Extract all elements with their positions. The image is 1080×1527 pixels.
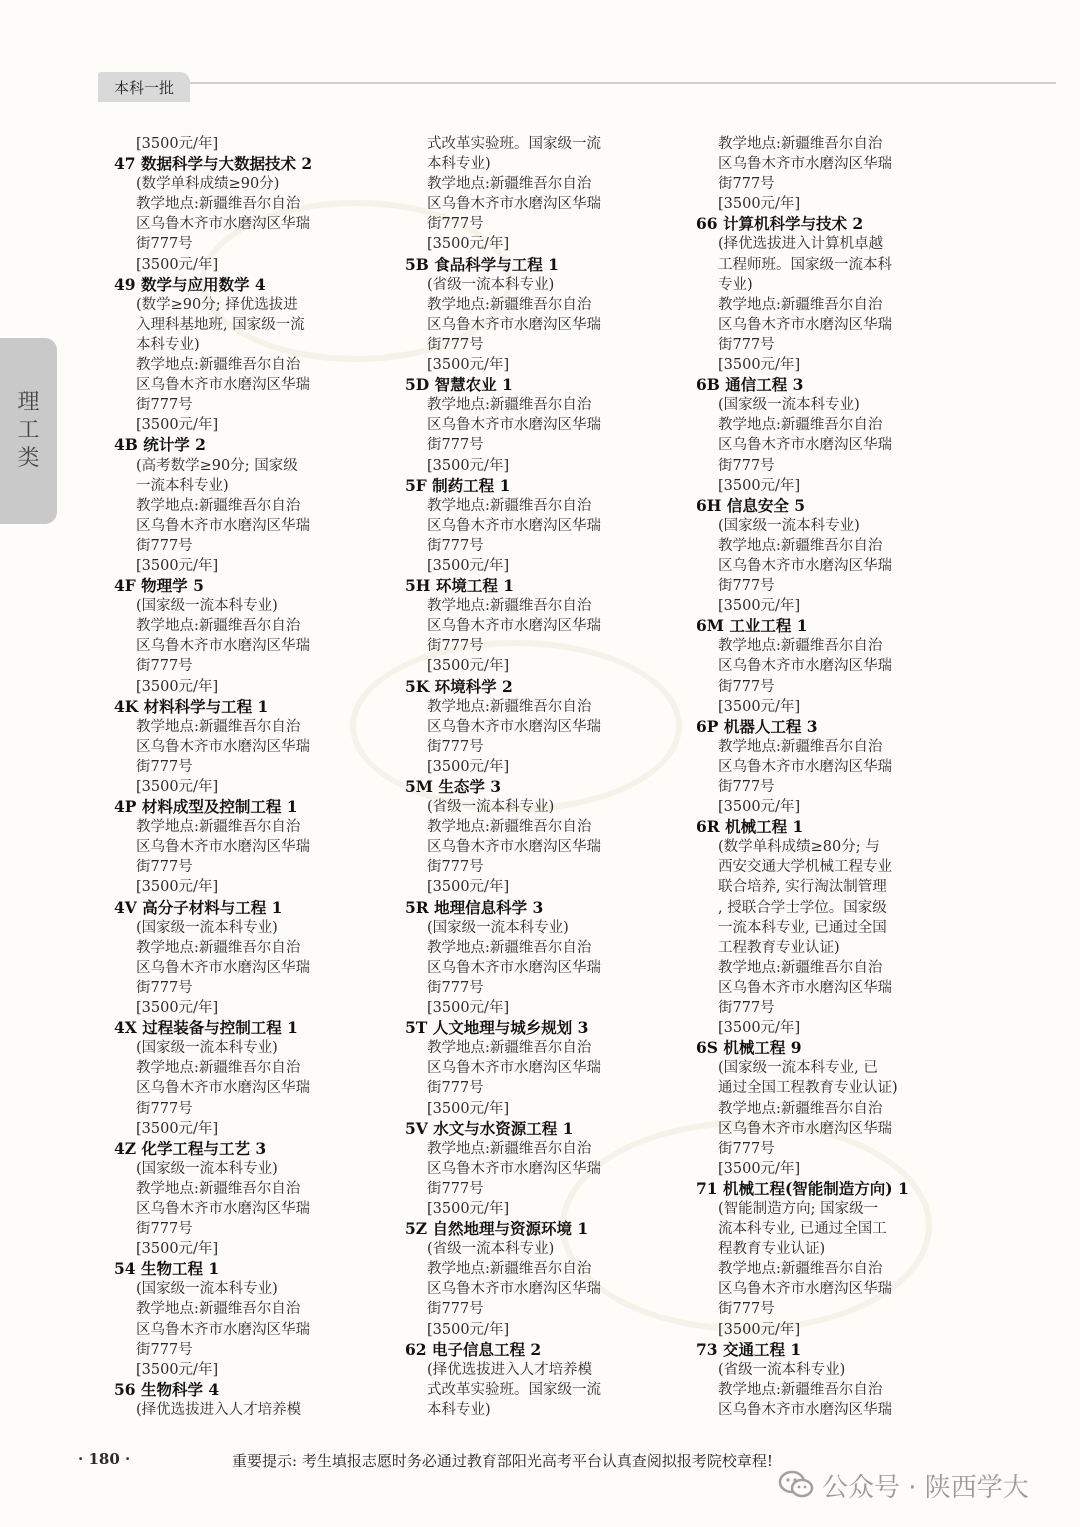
program-detail-line: [3500元/年] <box>136 678 219 695</box>
program-detail-line: 区乌鲁木齐市水磨沟区华瑞 <box>427 417 601 434</box>
program-detail-line: [3500元/年] <box>136 1241 219 1258</box>
program-detail-line: [3500元/年] <box>136 1000 219 1017</box>
wechat-watermark <box>778 1465 1029 1505</box>
program-detail-line: [3500元/年] <box>718 698 801 715</box>
program-detail-line: 教学地点:新疆维吾尔自治 <box>427 698 592 715</box>
program-detail-line: 区乌鲁木齐市水磨沟区华瑞 <box>718 979 892 996</box>
program-detail-line: 街777号 <box>136 758 193 775</box>
program-detail-line: 式改革实验班。国家级一流 <box>427 1381 601 1398</box>
program-detail-line: 区乌鲁木齐市水磨沟区华瑞 <box>427 316 601 333</box>
side-char: 理 <box>17 390 40 415</box>
program-detail-line: 区乌鲁木齐市水磨沟区华瑞 <box>136 1080 310 1097</box>
program-detail-line: (数学单科成绩≥80分; 与 <box>718 839 880 856</box>
program-detail-line: 街777号 <box>427 859 484 876</box>
program-detail-line: 区乌鲁木齐市水磨沟区华瑞 <box>136 1321 310 1338</box>
program-detail-line: [3500元/年] <box>718 1321 801 1338</box>
program-detail-line: (国家级一流本科专业) <box>136 1281 278 1298</box>
program-detail-line: (国家级一流本科专业) <box>136 919 278 936</box>
program-detail-line: (择优选拔进入人才培养模 <box>136 1401 302 1418</box>
program-detail-line: 区乌鲁木齐市水磨沟区华瑞 <box>427 517 601 534</box>
program-detail-line: 本科专业) <box>136 336 200 353</box>
program-detail-line: 街777号 <box>718 176 775 193</box>
program-detail-line: 教学地点:新疆维吾尔自治 <box>136 1301 301 1318</box>
program-detail-line: 区乌鲁木齐市水磨沟区华瑞 <box>718 758 892 775</box>
program-detail-line: [3500元/年] <box>136 557 219 574</box>
program-detail-line: (省级一流本科专业) <box>427 799 555 816</box>
program-title: 5F 制药工程 1 <box>405 475 511 495</box>
program-title: 5R 地理信息科学 3 <box>405 897 544 917</box>
wechat-icon <box>778 1470 814 1500</box>
program-detail-line: 区乌鲁木齐市水磨沟区华瑞 <box>427 959 601 976</box>
program-detail-line: 教学地点:新疆维吾尔自治 <box>427 1040 592 1057</box>
program-detail-line: 教学地点:新疆维吾尔自治 <box>136 196 301 213</box>
program-detail-line: 区乌鲁木齐市水磨沟区华瑞 <box>718 437 892 454</box>
program-detail-line: 街777号 <box>427 437 484 454</box>
program-detail-line: 街777号 <box>718 1301 775 1318</box>
program-detail-line: (国家级一流本科专业) <box>136 598 278 615</box>
program-detail-line: [3500元/年] <box>427 557 510 574</box>
program-detail-line: (省级一流本科专业) <box>427 1241 555 1258</box>
program-detail-line: (国家级一流本科专业) <box>427 919 569 936</box>
program-detail-line: 工程教育专业认证) <box>718 939 840 956</box>
program-detail-line: 区乌鲁木齐市水磨沟区华瑞 <box>427 1160 601 1177</box>
program-title: 5T 人文地理与城乡规划 3 <box>405 1018 589 1038</box>
program-title: 5H 环境工程 1 <box>405 576 515 596</box>
program-title: 4B 统计学 2 <box>114 435 206 455</box>
program-detail-line: [3500元/年] <box>136 417 219 434</box>
program-detail-line: 区乌鲁木齐市水磨沟区华瑞 <box>427 196 601 213</box>
program-detail-line: [3500元/年] <box>427 1321 510 1338</box>
program-detail-line: 街777号 <box>136 658 193 675</box>
program-detail-line: 教学地点:新疆维吾尔自治 <box>718 537 883 554</box>
program-detail-line: 教学地点:新疆维吾尔自治 <box>136 497 301 514</box>
program-detail-line: 街777号 <box>427 638 484 655</box>
program-detail-line: 街777号 <box>427 1180 484 1197</box>
page-number: · 180 · <box>78 1450 131 1468</box>
program-detail-line: 教学地点:新疆维吾尔自治 <box>718 296 883 313</box>
program-detail-line: 街777号 <box>427 1301 484 1318</box>
program-detail-line: 区乌鲁木齐市水磨沟区华瑞 <box>136 377 310 394</box>
program-detail-line: [3500元/年] <box>718 1020 801 1037</box>
wechat-account-label: 公众号 · 陕西学大 <box>822 1472 1029 1503</box>
program-detail-line: [3500元/年] <box>427 457 510 474</box>
program-detail-line: 街777号 <box>136 859 193 876</box>
program-title: 6B 通信工程 3 <box>696 375 804 395</box>
program-detail-line: 教学地点:新疆维吾尔自治 <box>427 939 592 956</box>
program-detail-line: 教学地点:新疆维吾尔自治 <box>427 497 592 514</box>
program-detail-line: 教学地点:新疆维吾尔自治 <box>718 738 883 755</box>
program-detail-line: (高考数学≥90分; 国家级 <box>136 457 298 474</box>
program-detail-line: 教学地点:新疆维吾尔自治 <box>427 397 592 414</box>
program-title: 4P 材料成型及控制工程 1 <box>114 797 298 817</box>
program-title: 73 交通工程 1 <box>696 1339 802 1359</box>
section-label: 本科一批 <box>113 78 174 97</box>
program-detail-line: (择优选拔进入人才培养模 <box>427 1361 593 1378</box>
program-detail-line: 区乌鲁木齐市水磨沟区华瑞 <box>718 1401 892 1418</box>
program-detail-line: 教学地点:新疆维吾尔自治 <box>427 296 592 313</box>
program-detail-line: (数学单科成绩≥90分) <box>136 176 280 193</box>
program-detail-line: [3500元/年] <box>427 357 510 374</box>
program-detail-line: , 授联合学士学位。国家级 <box>718 899 887 916</box>
program-detail-line: 教学地点:新疆维吾尔自治 <box>427 176 592 193</box>
program-detail-line: [3500元/年] <box>136 1361 219 1378</box>
program-detail-line: [3500元/年] <box>136 136 219 152</box>
program-detail-line: 本科专业) <box>427 156 491 173</box>
program-detail-line: 区乌鲁木齐市水磨沟区华瑞 <box>427 718 601 735</box>
program-detail-line: [3500元/年] <box>718 477 801 494</box>
program-detail-line: 街777号 <box>427 738 484 755</box>
program-detail-line: 教学地点:新疆维吾尔自治 <box>427 819 592 836</box>
program-detail-line: 街777号 <box>136 1341 193 1358</box>
program-detail-line: 一流本科专业) <box>136 477 229 494</box>
program-detail-line: 工程师班。国家级一流本科 <box>718 256 892 273</box>
program-detail-line: [3500元/年] <box>718 196 801 213</box>
program-detail-line: 教学地点:新疆维吾尔自治 <box>136 939 301 956</box>
program-detail-line: 区乌鲁木齐市水磨沟区华瑞 <box>136 959 310 976</box>
program-detail-line: 区乌鲁木齐市水磨沟区华瑞 <box>427 1060 601 1077</box>
program-detail-line: 联合培养, 实行淘汰制管理 <box>718 879 887 896</box>
program-detail-line: 区乌鲁木齐市水磨沟区华瑞 <box>136 738 310 755</box>
program-detail-line: 教学地点:新疆维吾尔自治 <box>136 1180 301 1197</box>
program-detail-line: 教学地点:新疆维吾尔自治 <box>136 357 301 374</box>
program-detail-line: 街777号 <box>718 336 775 353</box>
program-detail-line: 街777号 <box>718 1000 775 1017</box>
program-detail-line: 教学地点:新疆维吾尔自治 <box>427 1140 592 1157</box>
program-detail-line: 街777号 <box>427 216 484 233</box>
program-detail-line: 街777号 <box>136 1221 193 1238</box>
column-2 <box>405 134 697 1420</box>
program-detail-line: [3500元/年] <box>718 1160 801 1177</box>
program-detail-line: 区乌鲁木齐市水磨沟区华瑞 <box>718 316 892 333</box>
program-detail-line: [3500元/年] <box>136 1120 219 1137</box>
program-detail-line: 本科专业) <box>427 1401 491 1418</box>
program-title: 4K 材料科学与工程 1 <box>114 696 269 716</box>
program-detail-line: 区乌鲁木齐市水磨沟区华瑞 <box>136 216 310 233</box>
program-detail-line: 教学地点:新疆维吾尔自治 <box>718 638 883 655</box>
program-detail-line: [3500元/年] <box>427 879 510 896</box>
program-title: 5V 水文与水资源工程 1 <box>405 1118 574 1138</box>
program-detail-line: [3500元/年] <box>718 799 801 816</box>
program-title: 6R 机械工程 1 <box>696 817 804 837</box>
program-title: 5M 生态学 3 <box>405 777 502 796</box>
program-detail-line: 区乌鲁木齐市水磨沟区华瑞 <box>136 638 310 655</box>
program-title: 71 机械工程(智能制造方向) 1 <box>696 1178 909 1198</box>
program-title: 6M 工业工程 1 <box>696 616 808 636</box>
program-detail-line: 街777号 <box>718 678 775 695</box>
header-rule <box>98 82 1056 84</box>
program-detail-line: 西安交通大学机械工程专业 <box>718 859 892 876</box>
program-title: 4X 过程装备与控制工程 1 <box>114 1018 298 1038</box>
program-detail-line: 街777号 <box>427 336 484 353</box>
program-detail-line: [3500元/年] <box>427 1200 510 1217</box>
program-detail-line: [3500元/年] <box>718 357 801 374</box>
side-category-tab <box>0 338 57 524</box>
program-title: 62 电子信息工程 2 <box>405 1339 542 1359</box>
program-detail-line: 街777号 <box>718 779 775 795</box>
section-tab <box>98 72 190 102</box>
program-title: 49 数学与应用数学 4 <box>114 274 266 294</box>
program-detail-line: 教学地点:新疆维吾尔自治 <box>718 1100 883 1117</box>
program-detail-line: 区乌鲁木齐市水磨沟区华瑞 <box>718 557 892 574</box>
program-detail-line: 街777号 <box>718 457 775 474</box>
program-title: 54 生物工程 1 <box>114 1259 220 1279</box>
program-detail-line: (国家级一流本科专业) <box>136 1160 278 1177</box>
program-title: 4F 物理学 5 <box>114 576 204 596</box>
program-title: 5B 食品科学与工程 1 <box>405 254 559 274</box>
program-title: 5D 智慧农业 1 <box>405 375 513 395</box>
program-detail-line: 街777号 <box>136 1100 193 1117</box>
program-title: 5K 环境科学 2 <box>405 676 513 696</box>
program-detail-line: [3500元/年] <box>136 779 219 795</box>
program-detail-line: 区乌鲁木齐市水磨沟区华瑞 <box>718 156 892 173</box>
program-detail-line: [3500元/年] <box>427 1100 510 1117</box>
program-detail-line: (国家级一流本科专业) <box>718 517 860 534</box>
program-detail-line: (数学≥90分; 择优选拔进 <box>136 296 298 313</box>
program-detail-line: 教学地点:新疆维吾尔自治 <box>136 1060 301 1077</box>
program-detail-line: 教学地点:新疆维吾尔自治 <box>427 1261 592 1278</box>
program-detail-line: (省级一流本科专业) <box>427 276 555 293</box>
program-detail-line: 街777号 <box>427 1080 484 1097</box>
program-detail-line: 专业) <box>718 276 753 293</box>
program-detail-line: 街777号 <box>718 1140 775 1157</box>
program-detail-line: [3500元/年] <box>136 879 219 896</box>
program-detail-line: 通过全国工程教育专业认证) <box>718 1080 898 1097</box>
program-detail-line: [3500元/年] <box>427 1000 510 1017</box>
program-detail-line: 教学地点:新疆维吾尔自治 <box>718 136 883 152</box>
side-char: 工 <box>17 418 40 443</box>
program-title: 6H 信息安全 5 <box>696 495 806 515</box>
program-detail-line: 区乌鲁木齐市水磨沟区华瑞 <box>427 618 601 635</box>
program-detail-line: [3500元/年] <box>718 598 801 615</box>
program-detail-line: 街777号 <box>136 537 193 554</box>
program-detail-line: 街777号 <box>136 397 193 414</box>
program-title: 6S 机械工程 9 <box>696 1038 802 1058</box>
program-detail-line: 区乌鲁木齐市水磨沟区华瑞 <box>427 1281 601 1298</box>
program-detail-line: 区乌鲁木齐市水磨沟区华瑞 <box>136 1200 310 1217</box>
program-detail-line: [3500元/年] <box>136 256 219 273</box>
program-detail-line: 街777号 <box>136 979 193 996</box>
program-detail-line: 教学地点:新疆维吾尔自治 <box>136 819 301 836</box>
program-detail-line: (省级一流本科专业) <box>718 1361 846 1378</box>
program-detail-line: (国家级一流本科专业) <box>136 1040 278 1057</box>
program-detail-line: 区乌鲁木齐市水磨沟区华瑞 <box>718 658 892 675</box>
program-detail-line: 一流本科专业, 已通过全国 <box>718 919 887 936</box>
program-detail-line: 街777号 <box>427 979 484 996</box>
program-detail-line: 程教育专业认证) <box>718 1241 826 1258</box>
program-title: 4Z 化学工程与工艺 3 <box>114 1138 267 1158</box>
program-detail-line: 教学地点:新疆维吾尔自治 <box>718 1381 883 1398</box>
program-detail-line: (择优选拔进入计算机卓越 <box>718 236 884 253</box>
program-title: 56 生物科学 4 <box>114 1379 220 1399</box>
program-detail-line: 教学地点:新疆维吾尔自治 <box>718 959 883 976</box>
program-title: 66 计算机科学与技术 2 <box>696 214 864 234</box>
program-detail-line: 街777号 <box>427 537 484 554</box>
program-detail-line: 教学地点:新疆维吾尔自治 <box>718 1261 883 1278</box>
program-detail-line: [3500元/年] <box>427 658 510 675</box>
program-detail-line: [3500元/年] <box>427 758 510 775</box>
footer-note: 重要提示: 考生填报志愿时务必通过教育部阳光高考平台认真查阅拟报考院校章程! <box>232 1452 773 1470</box>
column-3 <box>696 134 988 1420</box>
program-detail-line: 区乌鲁木齐市水磨沟区华瑞 <box>427 839 601 856</box>
program-detail-line: [3500元/年] <box>427 236 510 253</box>
program-detail-line: 街777号 <box>718 578 775 595</box>
program-detail-line: 教学地点:新疆维吾尔自治 <box>136 718 301 735</box>
program-detail-line: 街777号 <box>136 236 193 253</box>
program-detail-line: 流本科专业, 已通过全国工 <box>718 1221 887 1238</box>
program-detail-line: 区乌鲁木齐市水磨沟区华瑞 <box>718 1281 892 1298</box>
program-title: 5Z 自然地理与资源环境 1 <box>405 1219 589 1239</box>
program-detail-line: 区乌鲁木齐市水磨沟区华瑞 <box>136 517 310 534</box>
program-detail-line: (国家级一流本科专业, 已 <box>718 1060 878 1077</box>
program-detail-line: 教学地点:新疆维吾尔自治 <box>427 598 592 615</box>
column-1 <box>114 134 406 1420</box>
program-detail-line: (国家级一流本科专业) <box>718 397 860 414</box>
program-detail-line: 区乌鲁木齐市水磨沟区华瑞 <box>136 839 310 856</box>
program-detail-line: (智能制造方向; 国家级一 <box>718 1200 879 1217</box>
program-detail-line: 区乌鲁木齐市水磨沟区华瑞 <box>718 1120 892 1137</box>
program-title: 4V 高分子材料与工程 1 <box>114 897 283 917</box>
program-title: 6P 机器人工程 3 <box>696 716 818 736</box>
program-title: 47 数据科学与大数据技术 2 <box>114 154 313 174</box>
program-detail-line: 入理科基地班, 国家级一流 <box>136 316 305 333</box>
program-detail-line: 教学地点:新疆维吾尔自治 <box>718 417 883 434</box>
program-detail-line: 式改革实验班。国家级一流 <box>427 136 601 152</box>
program-detail-line: 教学地点:新疆维吾尔自治 <box>136 618 301 635</box>
side-char: 类 <box>17 446 40 471</box>
